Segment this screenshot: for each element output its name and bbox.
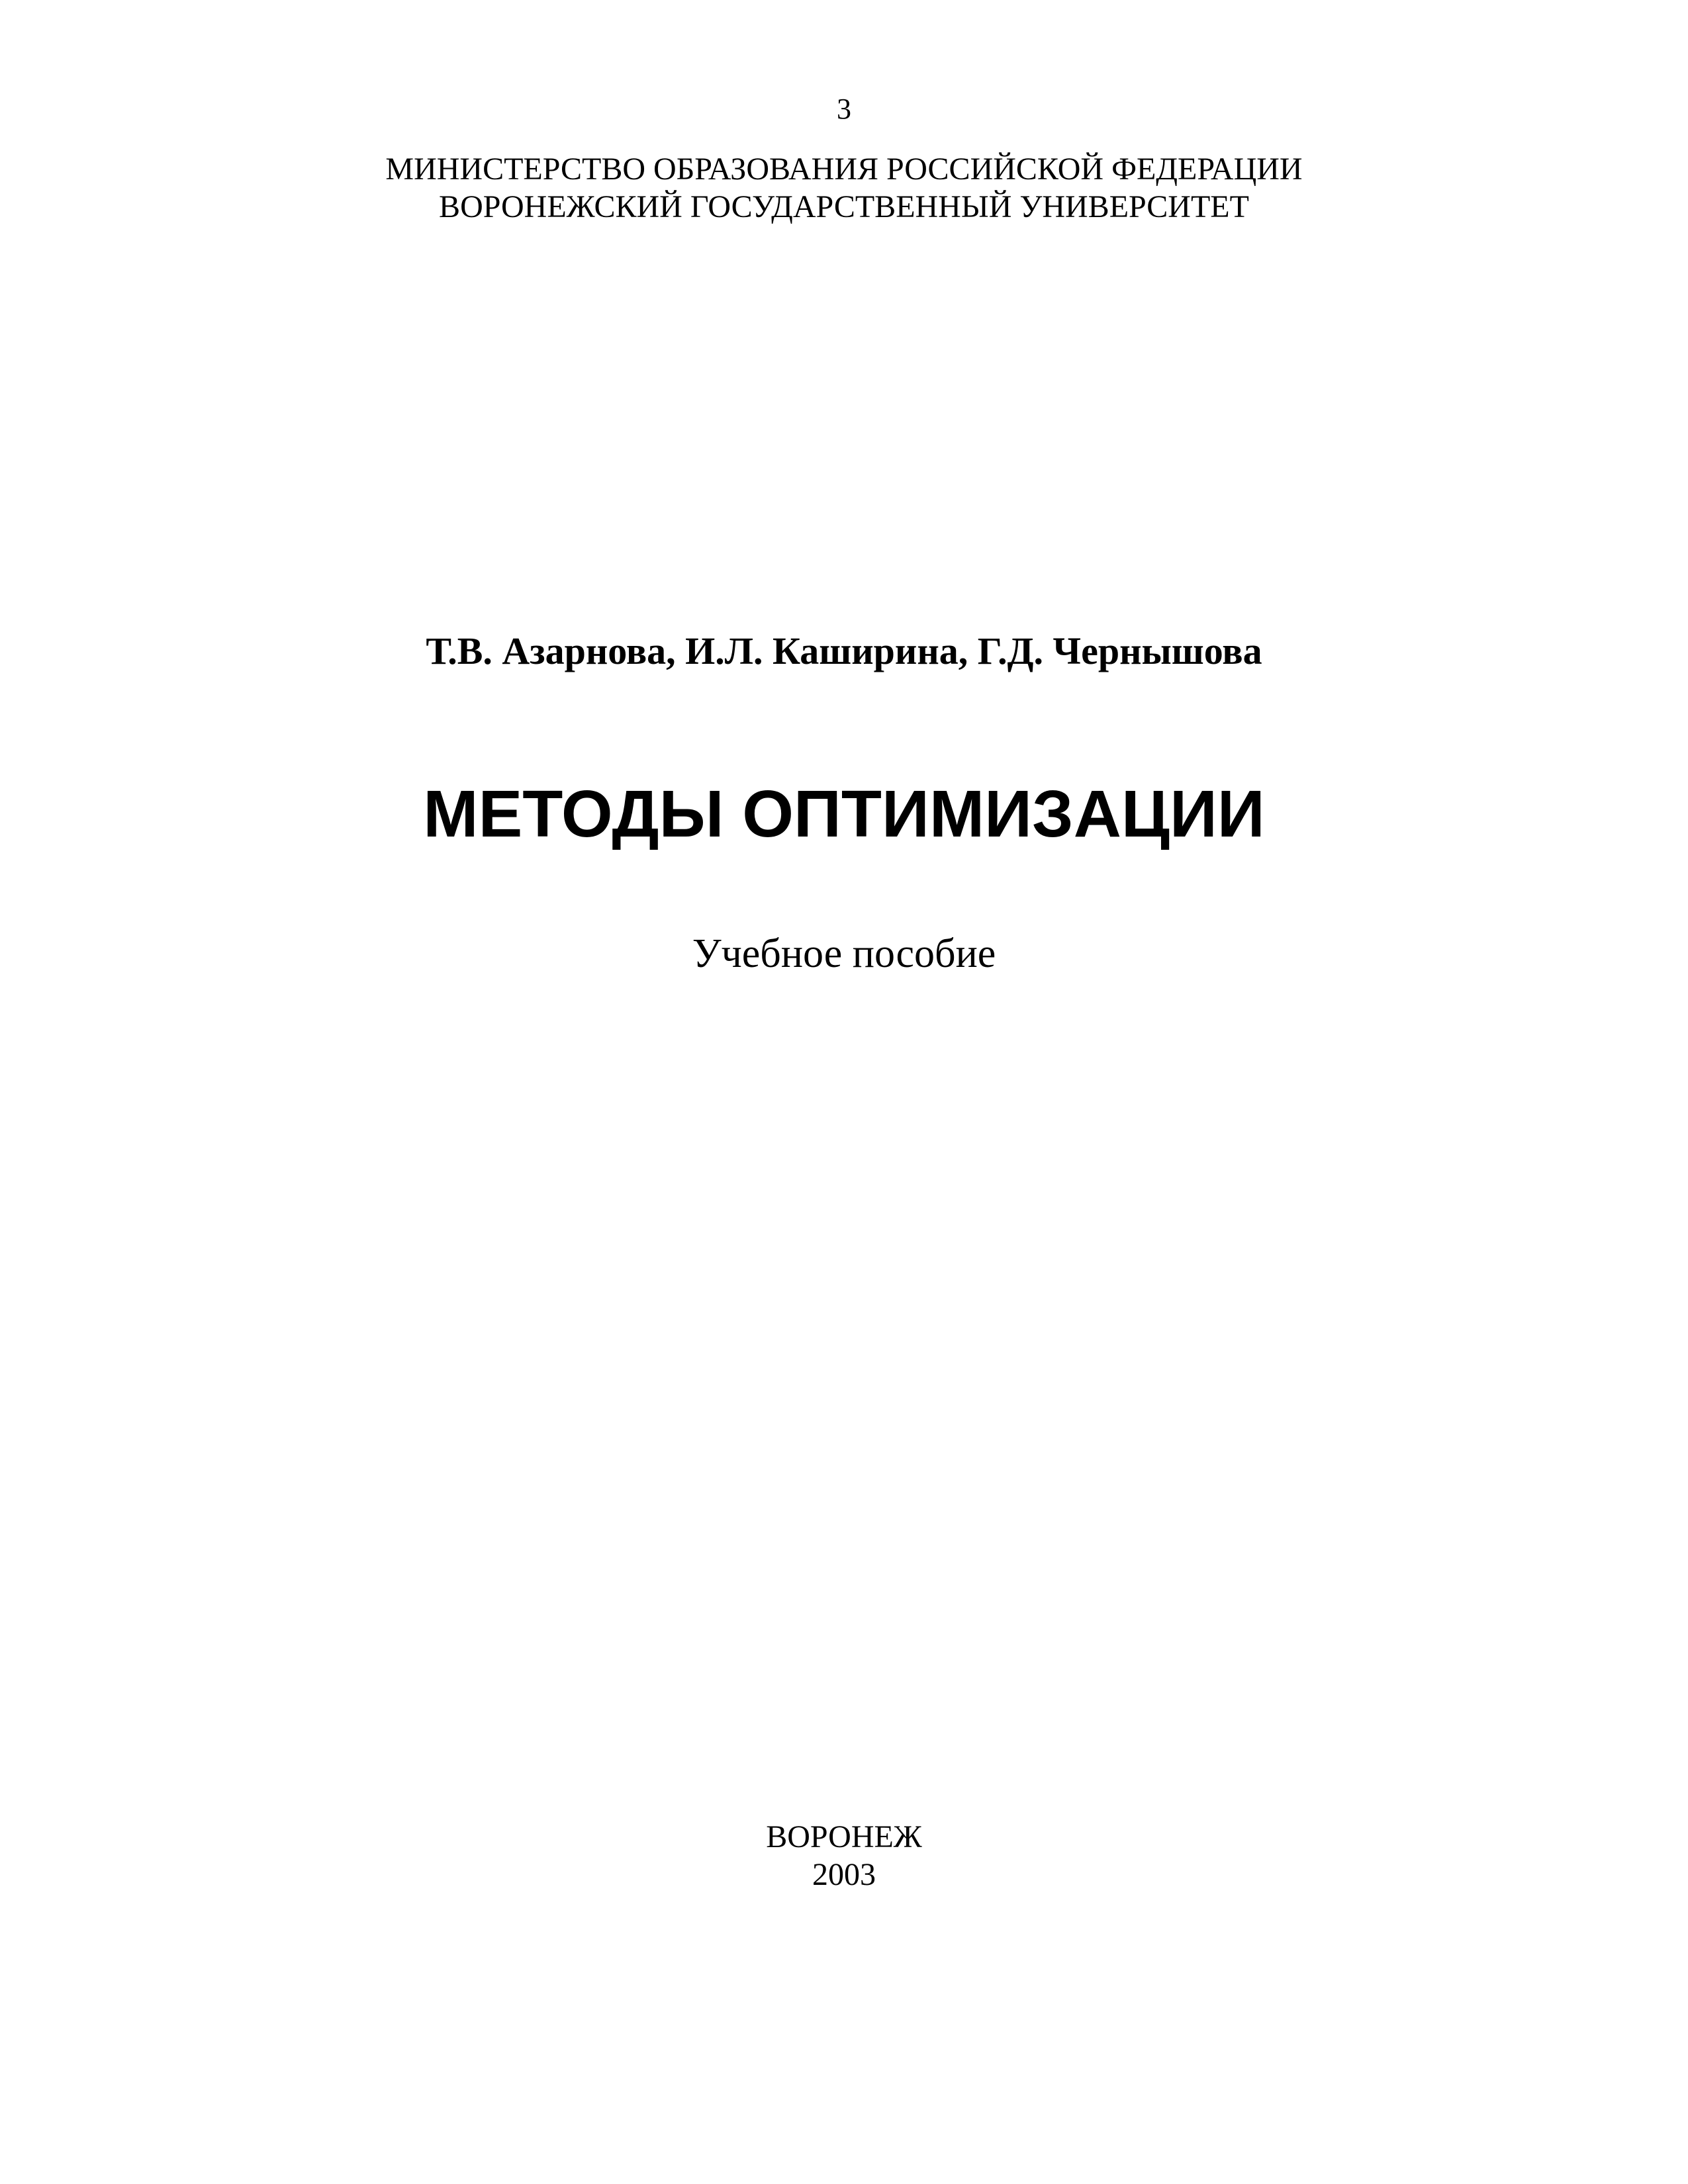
university-name: ВОРОНЕЖСКИЙ ГОСУДАРСТВЕННЫЙ УНИВЕРСИТЕТ: [439, 189, 1249, 224]
ministry-name: МИНИСТЕРСТВО ОБРАЗОВАНИЯ РОССИЙСКОЙ ФЕДЕРАЦИИ: [385, 152, 1303, 187]
book-title: МЕТОДЫ ОПТИМИЗАЦИИ: [423, 777, 1265, 851]
book-subtitle: Учебное пособие: [692, 931, 996, 976]
publication-city: ВОРОНЕЖ: [766, 1819, 922, 1854]
page-number: 3: [837, 93, 851, 125]
publication-year: 2003: [812, 1857, 876, 1892]
authors: Т.В. Азарнова, И.Л. Каширина, Г.Д. Чернышова: [426, 629, 1262, 672]
